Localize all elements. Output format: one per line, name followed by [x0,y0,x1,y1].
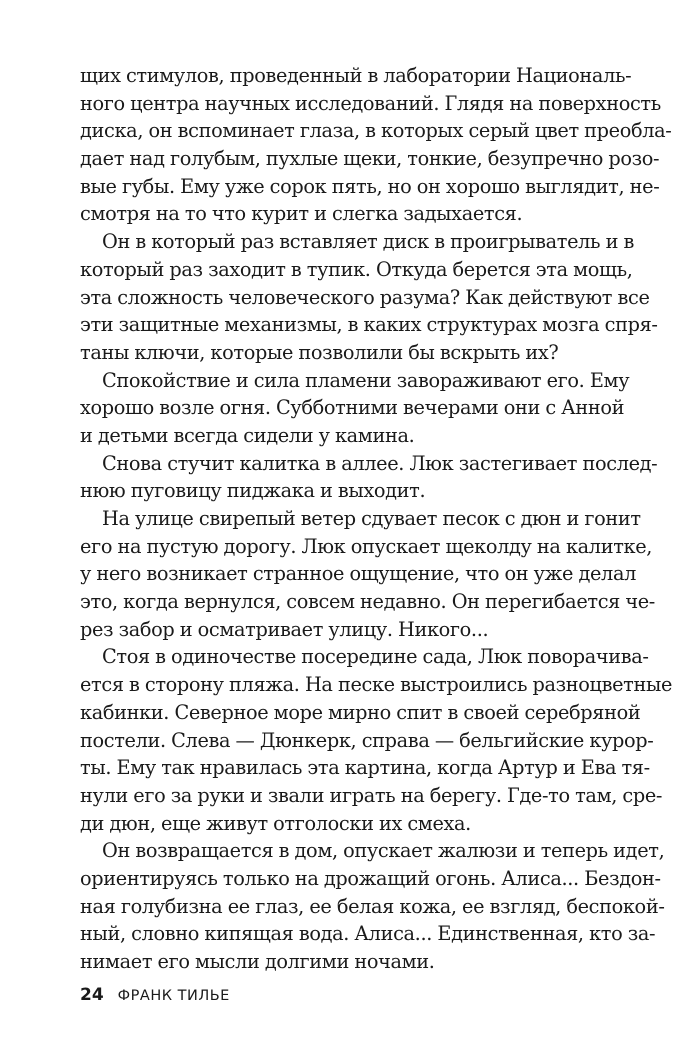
text-line: На улице свирепый ветер сдувает песок с дюн и гонит [102,507,641,530]
text-line: ты. Ему так нравилась эта картина, когда Артур и Ева тя- [80,756,650,780]
text-line: вые губы. Ему уже сорок пять, но он хорошо выглядит, не- [80,174,660,198]
text-line: ди дюн, еще живут отголоски их смеха. [80,811,471,835]
text-line: у него возникает странное ощущение, что он уже делал [80,562,636,586]
text-line: рез забор и осматривает улицу. Никого... [80,617,489,641]
text-line: Снова стучит калитка в аллее. Люк застегивает послед- [102,451,658,475]
text-line: таны ключи, которые позволили бы вскрыть их? [80,340,559,364]
text-line: нули его за руки и звали играть на берегу. Где-то там, сре- [80,783,663,807]
text-line: Стоя в одиночестве посередине сада, Люк поворачива- [102,645,649,669]
text-line: эта сложность человеческого разума? Как действуют все [80,285,650,309]
text-line: диска, он вспоминает глаза, в которых серый цвет преобла- [80,119,672,143]
text-line: его на пустую дорогу. Люк опускает щеколду на калитке, [80,534,653,558]
text-line: эти защитные механизмы, в каких структурах мозга спря- [80,313,658,337]
text-line: нимает его мысли долгими ночами. [80,950,435,973]
page-body [80,62,673,976]
text-line: постели. Слева — Дюнкерк, справа — бельгийские курор- [80,728,654,752]
text-line: дает над голубым, пухлые щеки, тонкие, безупречно розо- [80,147,660,171]
text-line: ный, словно кипящая вода. Алиса... Единственная, кто за- [80,922,656,946]
text-line: смотря на то что курит и слегка задыхается. [80,202,523,226]
text-line: кабинки. Северное море мирно спит в своей серебряной [80,700,641,724]
text-line: Он в который раз вставляет диск в проигрыватель и в [102,230,634,254]
running-head-author: ФРАНК ТИЛЬЕ [117,988,230,1004]
page-number: 24 [80,985,104,1005]
text-line: ного центра научных исследований. Глядя на поверхность [80,91,661,115]
text-line: хорошо возле огня. Субботними вечерами они с Анной [80,396,625,420]
text-line: Он возвращается в дом, опускает жалюзи и теперь идет, [102,839,665,863]
text-line: и детьми всегда сидели у камина. [80,423,415,447]
text-line: нюю пуговицу пиджака и выходит. [80,479,426,503]
text-line: щих стимулов, проведенный в лаборатории Националь- [80,64,632,87]
text-line: ориентируясь только на дрожащий огонь. Алиса... Бездон- [80,866,661,890]
text-line: Спокойствие и сила пламени завораживают его. Ему [102,368,630,392]
page-footer [80,985,230,1005]
text-line: который раз заходит в тупик. Откуда берется эта мощь, [80,257,633,281]
text-line: это, когда вернулся, совсем недавно. Он перегибается че- [80,590,655,614]
text-line: ется в сторону пляжа. На песке выстроились разноцветные [80,673,673,697]
text-line: ная голубизна ее глаз, ее белая кожа, ее взгляд, беспокой- [80,894,665,918]
